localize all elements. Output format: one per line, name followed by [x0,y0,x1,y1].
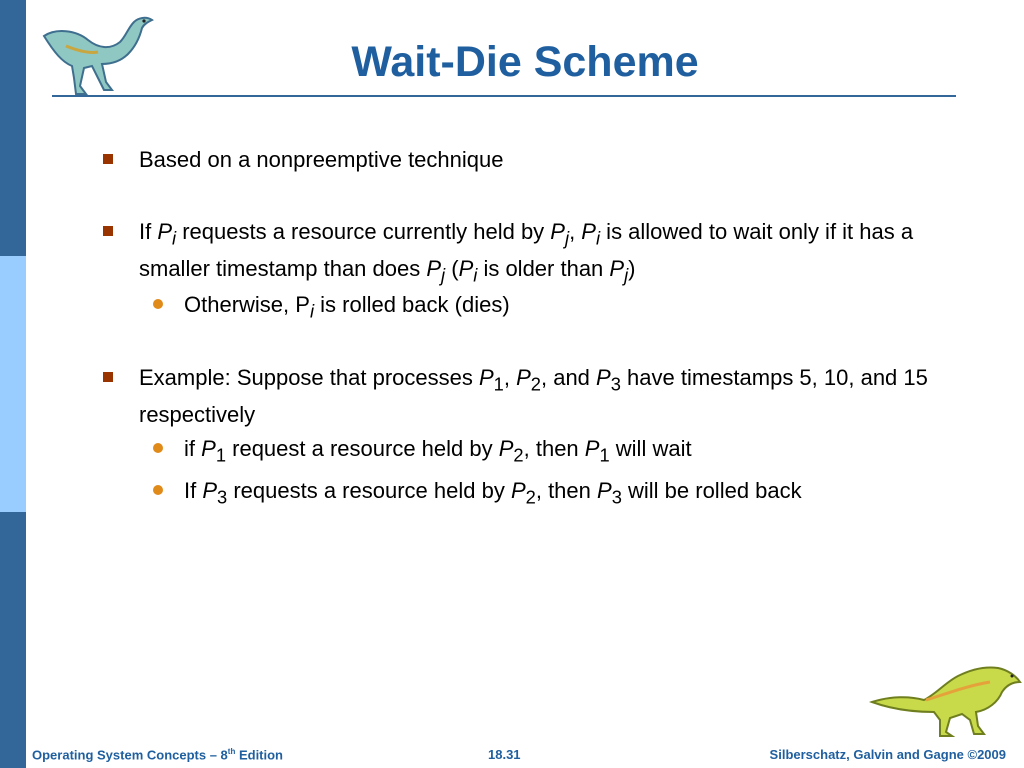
slide-title: Wait-Die Scheme [351,38,699,86]
circle-bullet-icon [153,485,163,495]
footer-book-title: Operating System Concepts – 8th Edition [32,746,284,762]
sub-bullet-item [184,289,984,326]
square-bullet-icon [103,154,113,164]
bullet-item [139,144,989,175]
sub-bullet-text: If $P_3$ requests a resource held by $P_2$, then $P_3$ will be rolled back [184,478,802,508]
bullet-text: Example: Suppose that processes $P_1$, $P_2$, and $P_3$ have timestamps 5, 10, and 15 respectively [139,365,928,428]
bullet-item [139,362,989,430]
square-bullet-icon [103,372,113,382]
side-bar-middle [0,256,26,512]
side-bar-top [0,0,26,256]
sub-bullet-text: Otherwise, $P_i$ is rolled back (dies) [184,292,510,322]
square-bullet-icon [103,226,113,236]
title-divider [52,95,956,97]
sub-bullet-item [184,433,984,470]
bullet-text: If $P_i$ requests a resource currently held by $P_j$, $P_i$ is allowed to wait only if it has a smaller timestamp than does $P_j$ ($P_i$ is older than $P_j$) [139,219,914,286]
footer-authors: Silberschatz, Galvin and Gagne ©2009 [769,747,1006,762]
sub-bullet-text: if $P_1$ request a resource held by $P_2$, then $P_1$ will wait [184,436,692,466]
bullet-item [139,216,989,291]
side-bar-bottom [0,512,26,768]
footer-page-number: 18.31 [488,747,521,762]
circle-bullet-icon [153,443,163,453]
bullet-text: Based on a nonpreemptive technique [139,147,504,172]
dinosaur-icon [866,656,1024,738]
circle-bullet-icon [153,299,163,309]
sub-bullet-item [184,475,984,512]
